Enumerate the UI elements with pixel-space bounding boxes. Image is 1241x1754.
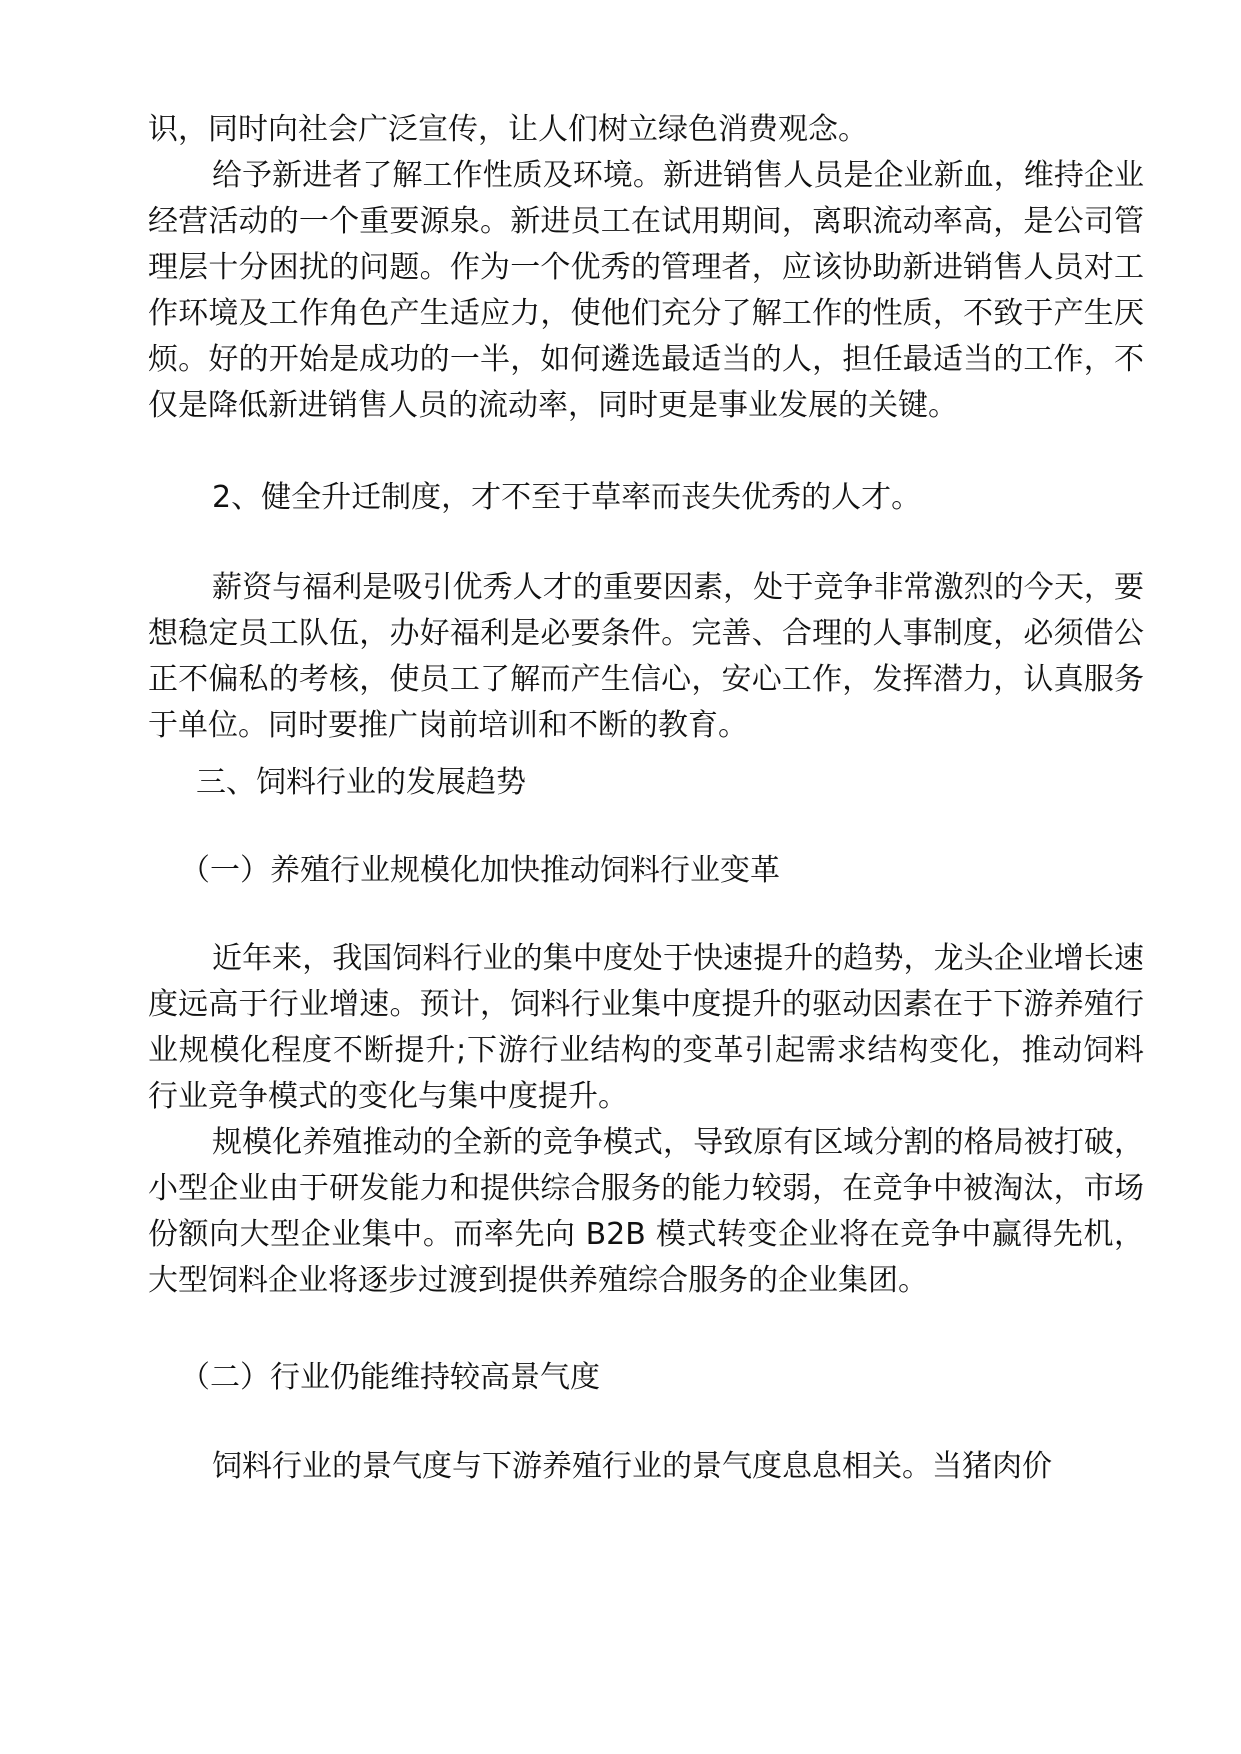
heading-subsection-one: （一）养殖行业规模化加快推动饲料行业变革	[180, 853, 780, 888]
paragraph-salary-welfare: 薪资与福利是吸引优秀人才的重要因素，处于竞争非常激烈的今天，要想稳定员工队伍，办好福利是必要条件。完善、合理的人事制度，必须借公正不偏私的考核，使员工了解而产生信心，安心工作，发挥潜力，认真服务于单位。同时要推广岗前培训和不断的教育。	[148, 570, 1144, 743]
paragraph-scale-competition: 规模化养殖推动的全新的竞争模式，导致原有区域分割的格局被打破，小型企业由于研发能力和提供综合服务的能力较弱，在竞争中被淘汰，市场份额向大型企业集中。而率先向 B2B 模式转变企业将在竞争中赢得先机，大型饲料企业将逐步过渡到提供养殖综合服务的企业集团。	[148, 1125, 1144, 1298]
heading-subsection-two: （二）行业仍能维持较高景气度	[180, 1360, 600, 1395]
paragraph-consumption-concept: 识，同时向社会广泛宣传，让人们树立绿色消费观念。	[148, 112, 868, 147]
heading-section-three: 三、饲料行业的发展趋势	[196, 765, 526, 800]
paragraph-industry-prosperity: 饲料行业的景气度与下游养殖行业的景气度息息相关。当猪肉价	[212, 1449, 1052, 1484]
paragraph-industry-concentration: 近年来，我国饲料行业的集中度处于快速提升的趋势，龙头企业增长速度远高于行业增速。预计，饲料行业集中度提升的驱动因素在于下游养殖行业规模化程度不断提升;下游行业结构的变革引起需求结构变化，推动饲料行业竞争模式的变化与集中度提升。	[148, 941, 1144, 1114]
paragraph-new-staff: 给予新进者了解工作性质及环境。新进销售人员是企业新血，维持企业经营活动的一个重要源泉。新进员工在试用期间，离职流动率高，是公司管理层十分困扰的问题。作为一个优秀的管理者，应该协助新进销售人员对工作环境及工作角色产生适应力，使他们充分了解工作的性质，不致于产生厌烦。好的开始是成功的一半，如何遴选最适当的人，担任最适当的工作，不仅是降低新进销售人员的流动率，同时更是事业发展的关键。	[148, 158, 1144, 423]
heading-promotion-system: 2、健全升迁制度，才不至于草率而丧失优秀的人才。	[212, 480, 922, 515]
